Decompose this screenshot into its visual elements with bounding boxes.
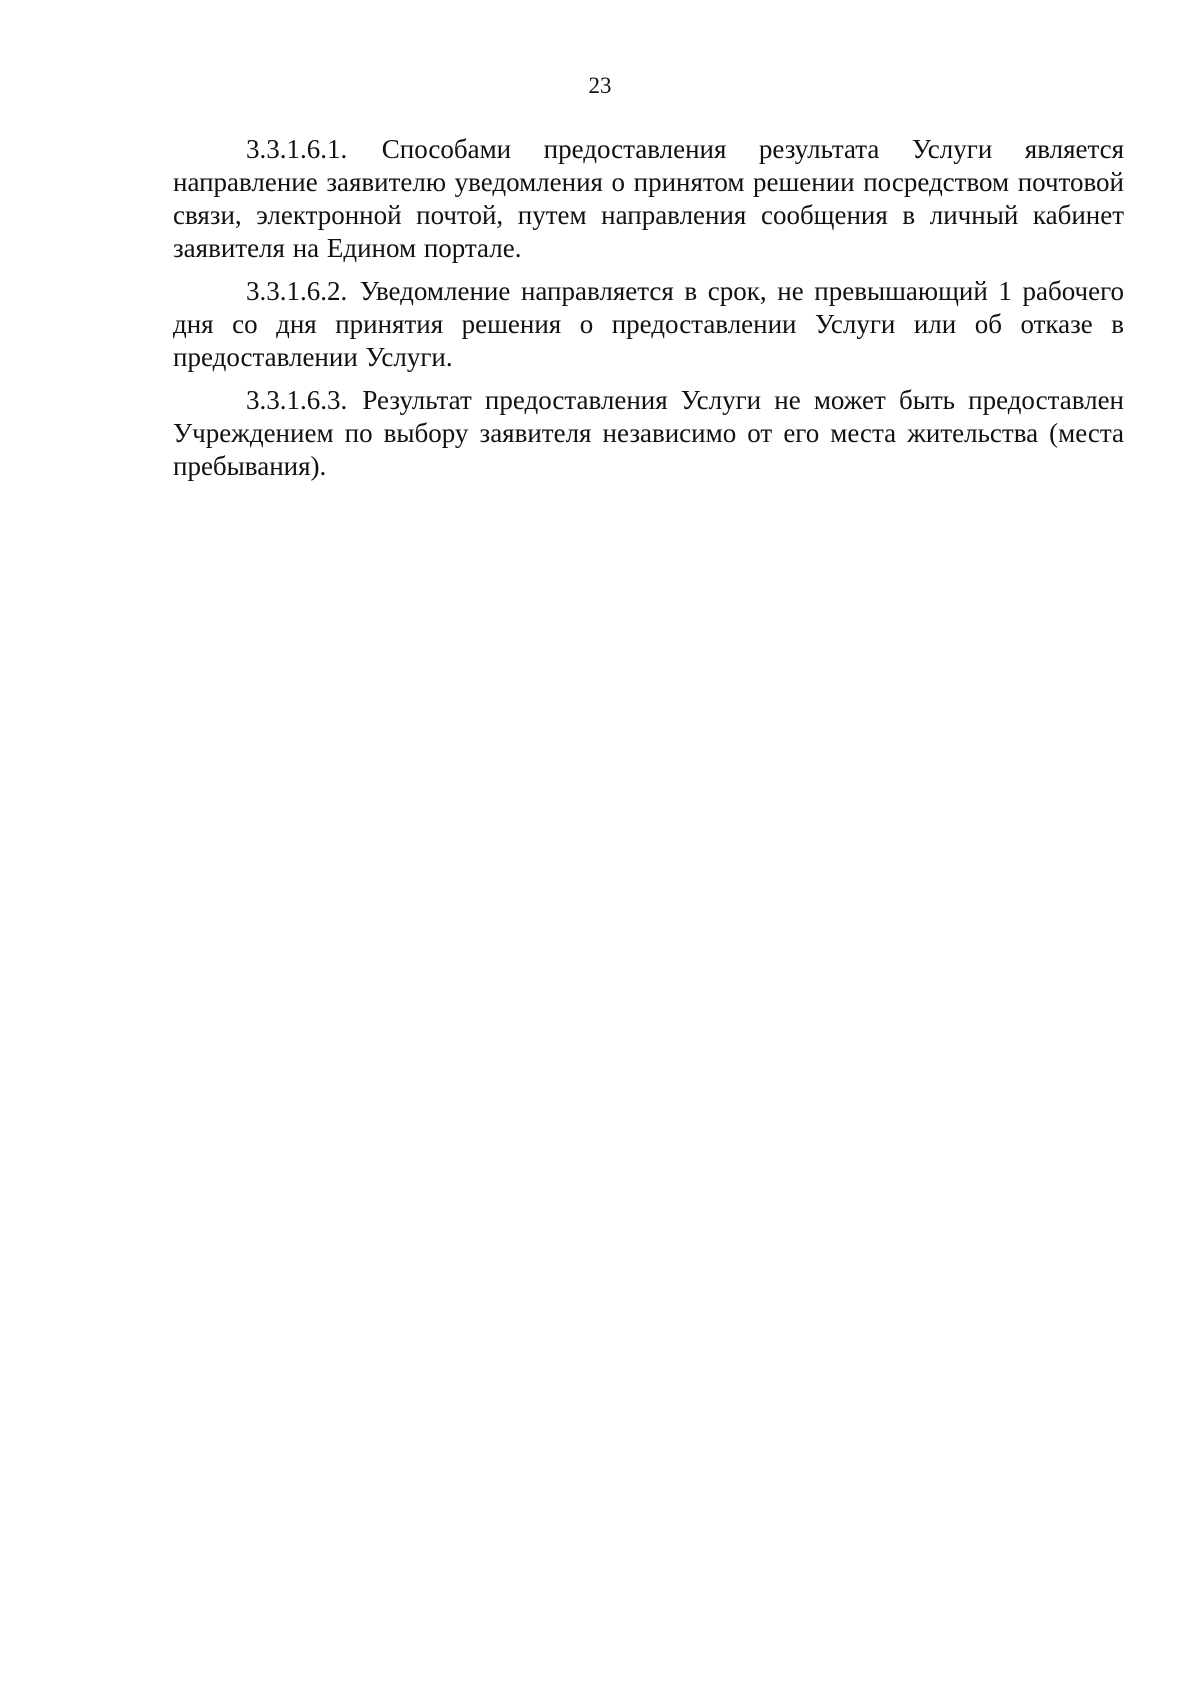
paragraph-text: Способами предоставления результата Услуги является направление заявителю уведомления о принятом решении посредством почтовой связи, электронной почтой, путем направления сообщения в личный кабинет заявителя на Едином портале. <box>173 134 1124 263</box>
paragraph-number: 3.3.1.6.3. <box>246 385 348 415</box>
paragraph-text: Уведомление направляется в срок, не превышающий 1 рабочего дня со дня принятия решения о предоставлении Услуги или об отказе в предоставлении Услуги. <box>173 276 1125 372</box>
paragraph-number: 3.3.1.6.2. <box>246 276 348 306</box>
paragraph-number: 3.3.1.6.1. <box>246 134 348 164</box>
document-body <box>173 133 1124 493</box>
paragraph-3-3-1-6-1 <box>173 133 1124 265</box>
paragraph-text: Результат предоставления Услуги не может быть предоставлен Учреждением по выбору заявителя независимо от его места жительства (места пребывания). <box>173 385 1124 481</box>
paragraph-3-3-1-6-2 <box>173 275 1124 374</box>
page-number: 23 <box>588 73 612 98</box>
paragraph-3-3-1-6-3 <box>173 384 1124 483</box>
